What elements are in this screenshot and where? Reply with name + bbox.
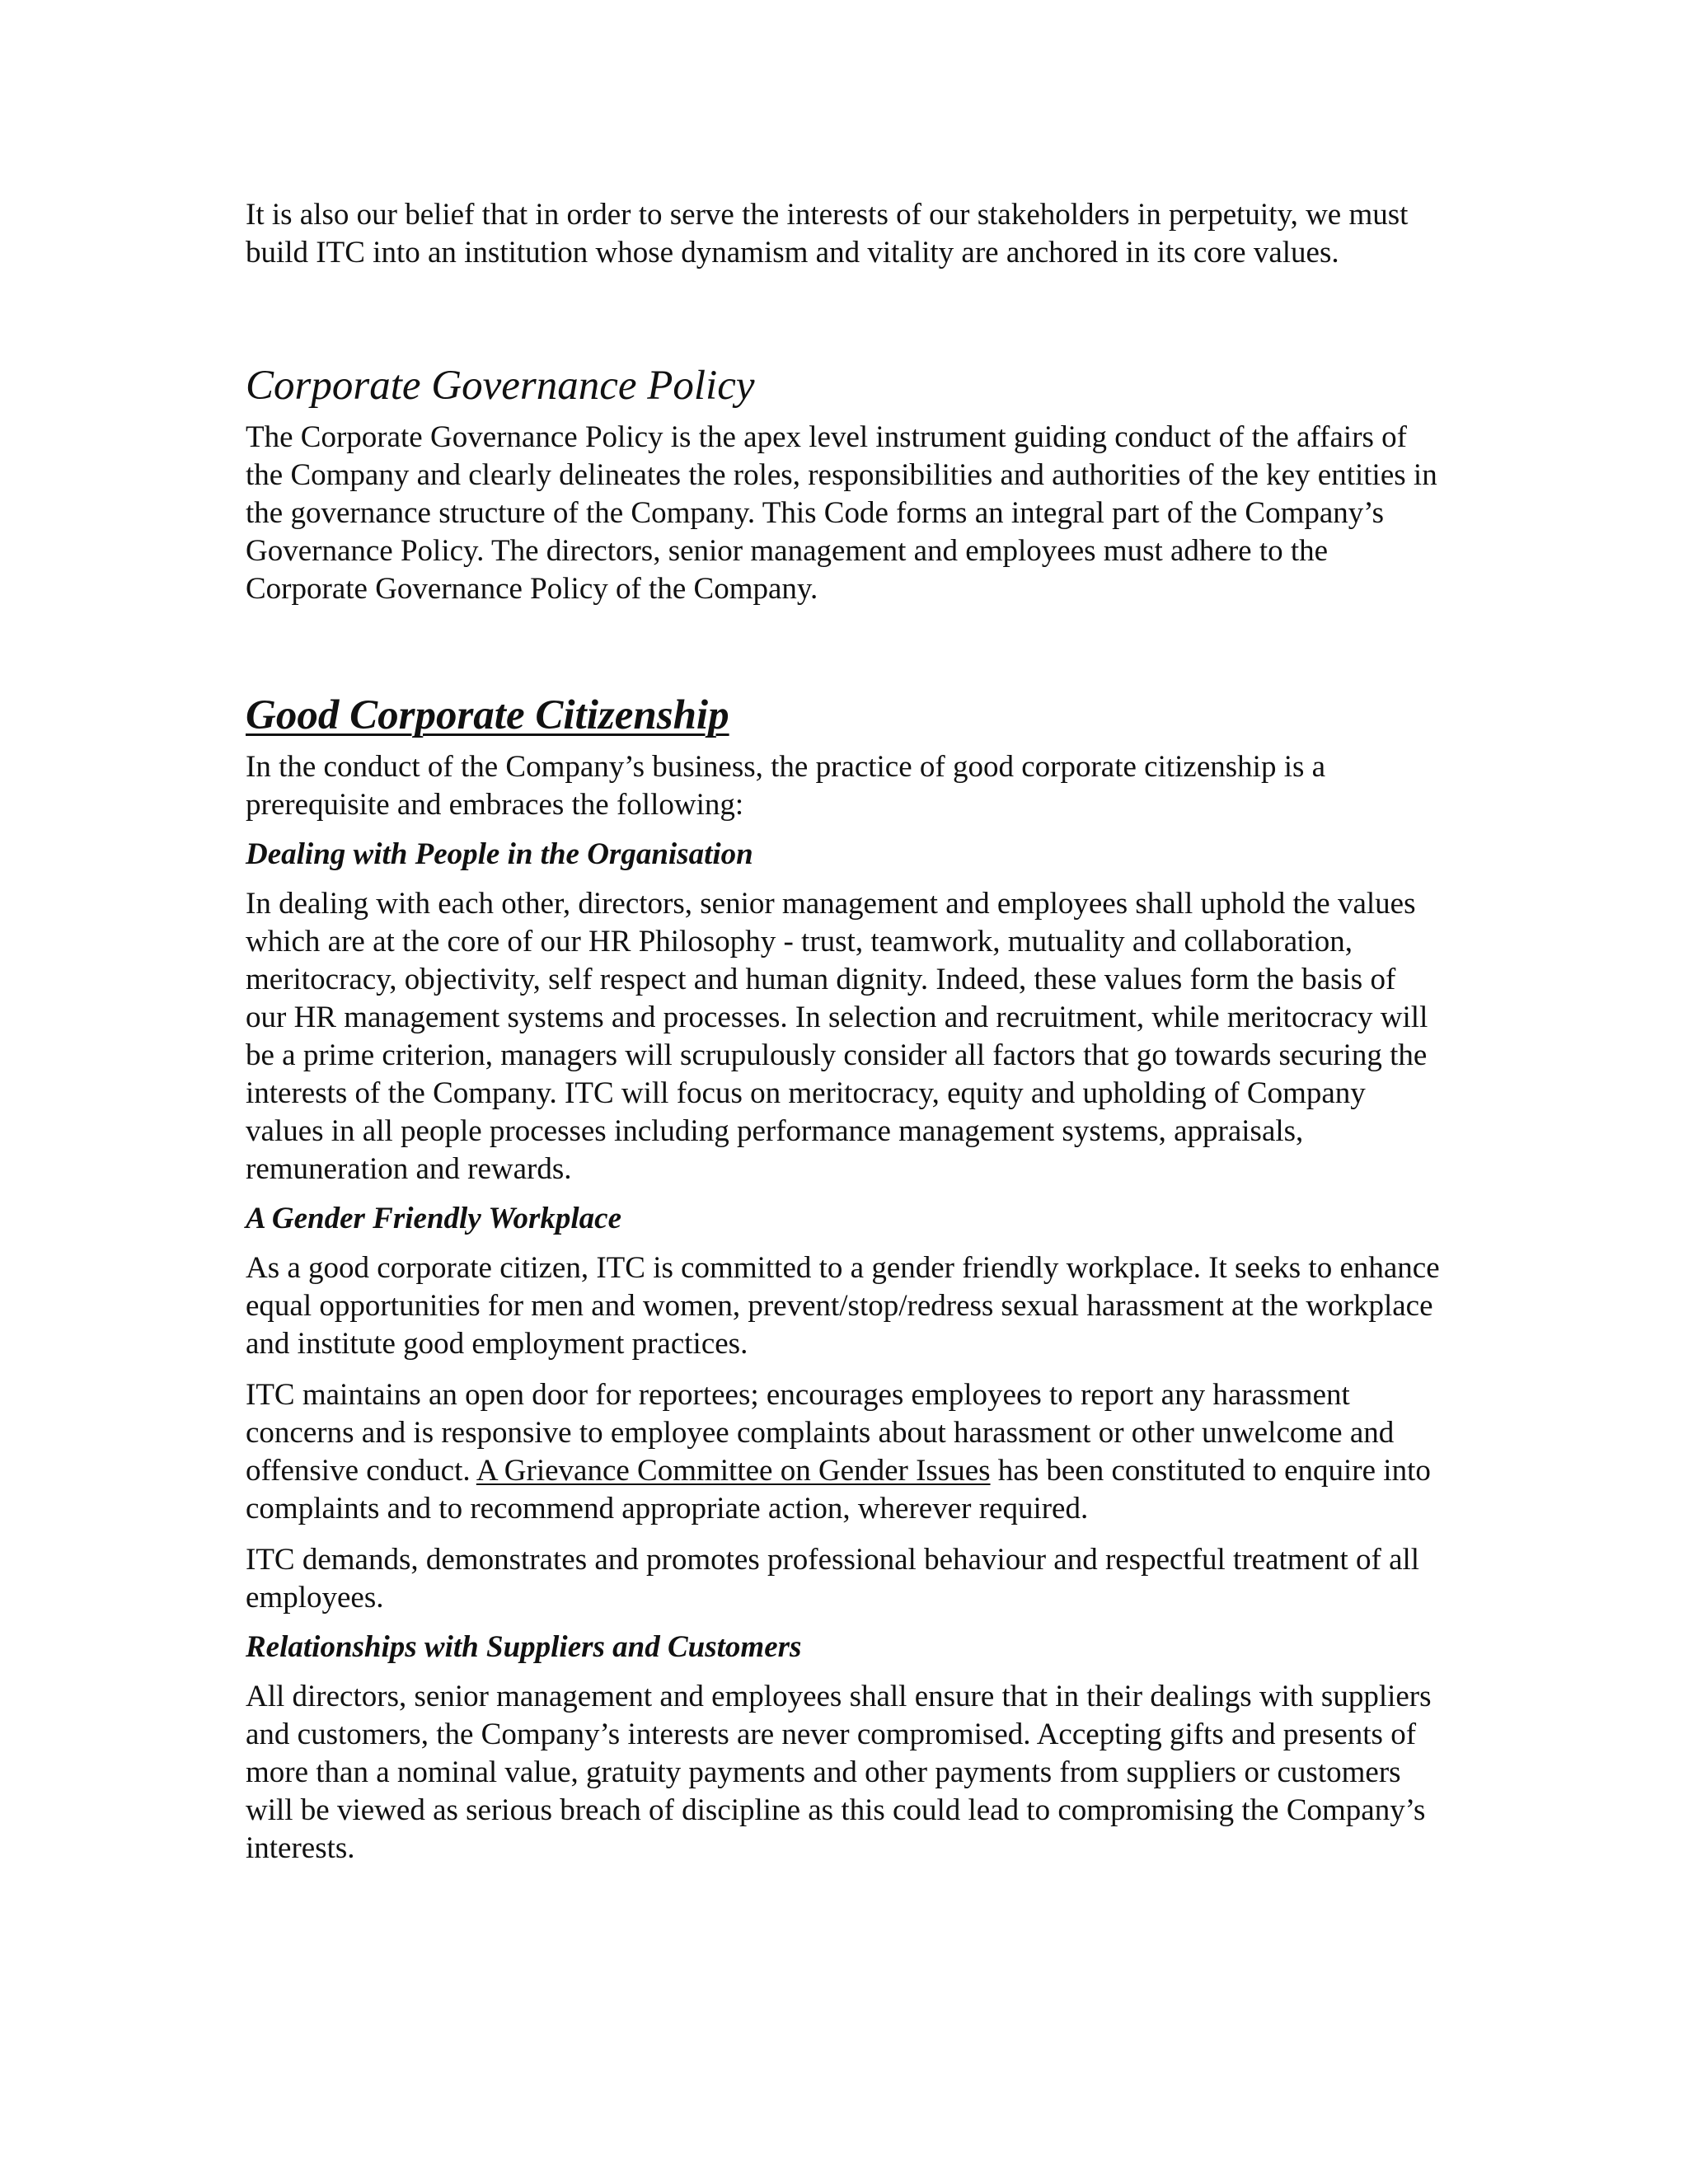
citizenship-intro-paragraph: In the conduct of the Company’s business, the practice of good corporate citizenship is a prerequisite and embraces the following: (246, 750, 1326, 822)
gender-friendly-workplace-subheading: A Gender Friendly Workplace (246, 1202, 621, 1235)
gender-paragraph-3: ITC demands, demonstrates and promotes professional behaviour and respectful treatment of all employees. (246, 1543, 1420, 1615)
corporate-governance-paragraph: The Corporate Governance Policy is the apex level instrument guiding conduct of the affairs of the Company and clearly delineates the roles, responsibilities and authorities of the key entities in the governance structure of the Company. This Code forms an integral part of the Company’s Governance Policy. The directors, senior management and employees must adhere to the Corporate Governance Policy of the Company. (246, 420, 1437, 606)
document-page (246, 196, 1441, 1868)
intro-paragraph: It is also our belief that in order to serve the interests of our stakeholders in perpetuity, we must build ITC into an institution whose dynamism and vitality are anchored in its core values. (246, 198, 1409, 269)
good-corporate-citizenship-heading: Good Corporate Citizenship (246, 692, 729, 738)
grievance-committee-link[interactable]: A Grievance Committee on Gender Issues (476, 1454, 991, 1488)
gender-paragraph-2-end: has been constituted to enquire into complaints and to recommend appropriate action, wherever required. (246, 1454, 1431, 1526)
gender-paragraph-2 (246, 1376, 1441, 1528)
gender-paragraph-1: As a good corporate citizen, ITC is committed to a gender friendly workplace. It seeks to enhance equal opportunities for men and women, prevent/stop/redress sexual harassment at the workplace and institute good employment practices. (246, 1251, 1440, 1361)
suppliers-customers-paragraph: All directors, senior management and employees shall ensure that in their dealings with suppliers and customers, the Company’s interests are never compromised. Accepting gifts and presents of more than a nominal value, gratuity payments and other payments from suppliers or customers will be viewed as serious breach of discipline as this could lead to compromising the Company’s interests. (246, 1680, 1432, 1865)
dealing-with-people-subheading: Dealing with People in the Organisation (246, 837, 753, 871)
gender-paragraph-2-start: ITC maintains an open door for reportees; encourages employees to report any harassment concerns and is responsive to employee complaints about harassment or other unwelcome and offensive conduct. (246, 1378, 1395, 1488)
corporate-governance-heading: Corporate Governance Policy (246, 363, 755, 409)
suppliers-customers-subheading: Relationships with Suppliers and Customers (246, 1630, 802, 1664)
dealing-with-people-paragraph: In dealing with each other, directors, senior management and employees shall uphold the values which are at the core of our HR Philosophy - trust, teamwork, mutuality and collaboration, meritocracy, objectivity, self respect and human dignity. Indeed, these values form the basis of our HR management systems and processes. In selection and recruitment, while meritocracy will be a prime criterion, managers will scrupulously consider all factors that go towards securing the interests of the Company. ITC will focus on meritocracy, equity and upholding of Company values in all people processes including performance management systems, appraisals, remuneration and rewards. (246, 887, 1428, 1186)
